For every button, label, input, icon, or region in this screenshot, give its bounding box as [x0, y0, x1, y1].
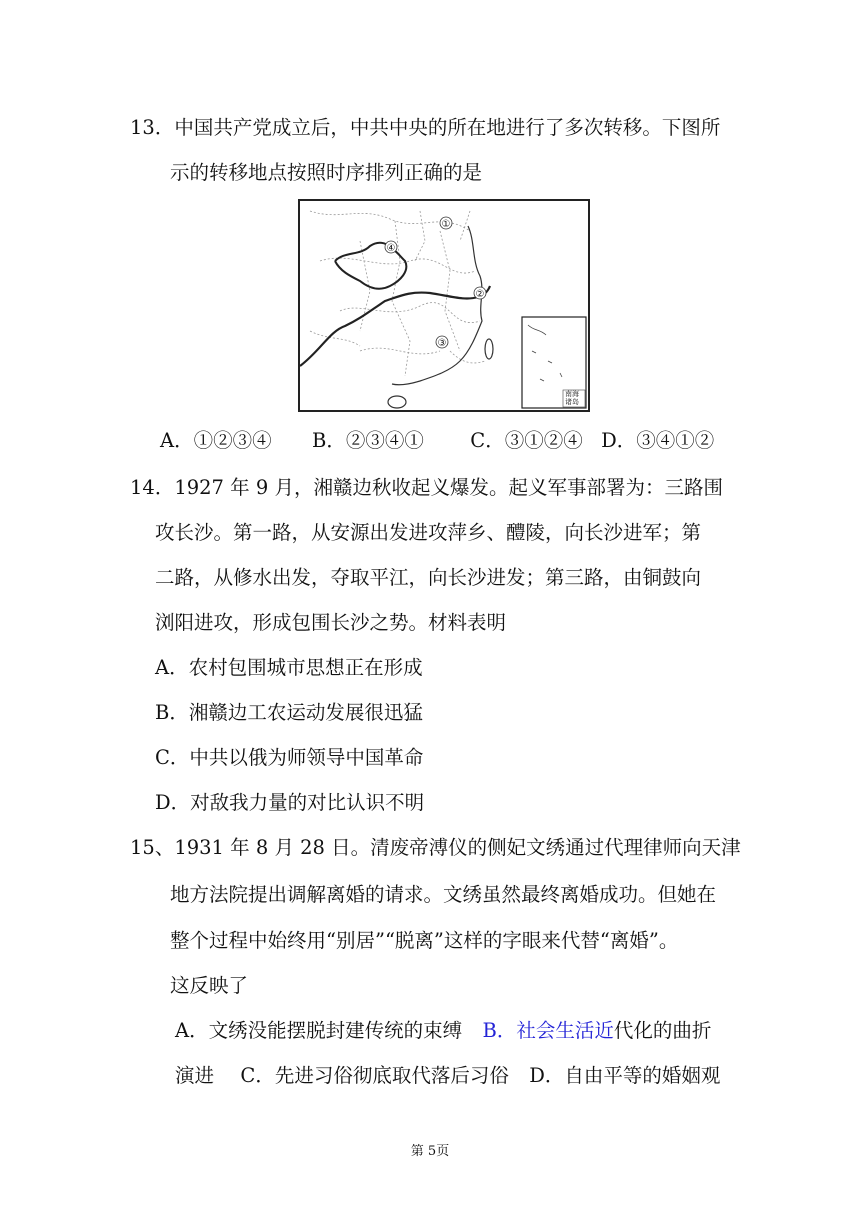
- q14-option-c[interactable]: C．中共以俄为师领导中国革命: [155, 746, 424, 769]
- q14-stem-line2: 攻长沙。第一路，从安源出发进攻萍乡、醴陵，向长沙进军；第: [155, 521, 702, 544]
- q13-stem-line2: 示的转移地点按照时序排列正确的是: [170, 161, 483, 184]
- q13-option-d-text: ③④①②: [636, 429, 715, 452]
- q13-option-c[interactable]: [470, 429, 582, 452]
- q15-option-b-rest: 代化的曲折: [613, 1019, 712, 1042]
- q13-option-c-label: C．: [470, 429, 505, 452]
- q15-stem-text: 1931 年 8 月 28 日。清废帝溥仪的侧妃文绣通过代理律师向天津: [174, 836, 741, 859]
- q14-stem-line4: 浏阳进攻，形成包围长沙之势。材料表明: [155, 611, 507, 634]
- q13-number: 13．: [130, 116, 175, 139]
- q15-option-c[interactable]: C．先进习俗彻底取代落后习俗: [240, 1064, 509, 1087]
- q15-stem-line3: 整个过程中始终用“别居”“脱离”这样的字眼来代替“离婚”。: [170, 929, 679, 952]
- map-drawing: [300, 201, 588, 410]
- q14-number: 14．: [130, 476, 175, 499]
- china-map-figure: [298, 199, 590, 412]
- inset-label: [565, 390, 579, 406]
- marker-4: ④: [386, 243, 396, 254]
- q13-stem-line1: [130, 113, 720, 143]
- q13-option-c-text: ③①②④: [504, 429, 583, 452]
- q15-options-line1: [175, 1016, 711, 1046]
- q15-options-line2: [175, 1061, 720, 1091]
- q13-stem-text: 中国共产党成立后，中共中央的所在地进行了多次转移。下图所: [174, 116, 721, 139]
- inset-label-line2: 诸岛: [565, 398, 579, 406]
- q13-option-a-text: ①②③④: [193, 429, 272, 452]
- q14-option-d[interactable]: D．对敌我力量的对比认识不明: [155, 791, 425, 814]
- marker-1: ①: [441, 219, 451, 230]
- q14-stem-line1: [130, 473, 723, 503]
- q13-option-a[interactable]: [160, 429, 272, 452]
- q15-option-a[interactable]: A．文绣没能摆脱封建传统的束缚: [175, 1019, 463, 1042]
- q15-number: 15、: [130, 836, 175, 859]
- q13-option-b-label: B．: [312, 429, 346, 452]
- marker-2: ②: [475, 289, 485, 300]
- q14-option-a[interactable]: A．农村包围城市思想正在形成: [155, 656, 423, 679]
- q13-option-d-label: D．: [601, 429, 637, 452]
- q13-option-a-label: A．: [160, 429, 194, 452]
- q15-stem-line1: [130, 833, 741, 863]
- q13-option-b[interactable]: [312, 429, 424, 452]
- q14-option-b[interactable]: B．湘赣边工农运动发展很迅猛: [155, 701, 423, 724]
- q15-stem-line2: 地方法院提出调解离婚的请求。文绣虽然最终离婚成功。但她在: [170, 883, 717, 906]
- page-number: 第 5页: [410, 1144, 450, 1159]
- q15-option-b-continued: 演进: [175, 1064, 215, 1087]
- q13-option-d[interactable]: [601, 429, 714, 452]
- q15-stem-line4: 这反映了: [170, 974, 249, 997]
- q15-option-b[interactable]: [483, 1019, 712, 1042]
- inset-label-line1: 南海: [565, 390, 579, 398]
- q14-stem-text: 1927 年 9 月，湘赣边秋收起义爆发。起义军事部署为：三路围: [174, 476, 723, 499]
- q15-option-d[interactable]: D．自由平等的婚姻观: [529, 1064, 721, 1087]
- q13-option-b-text: ②③④①: [345, 429, 424, 452]
- q15-option-b-blue: B．社会生活近: [482, 1019, 614, 1042]
- q14-stem-line3: 二路，从修水出发，夺取平江，向长沙进发；第三路，由铜鼓向: [155, 566, 702, 589]
- q13-options: [160, 426, 714, 456]
- marker-3: ③: [437, 338, 447, 349]
